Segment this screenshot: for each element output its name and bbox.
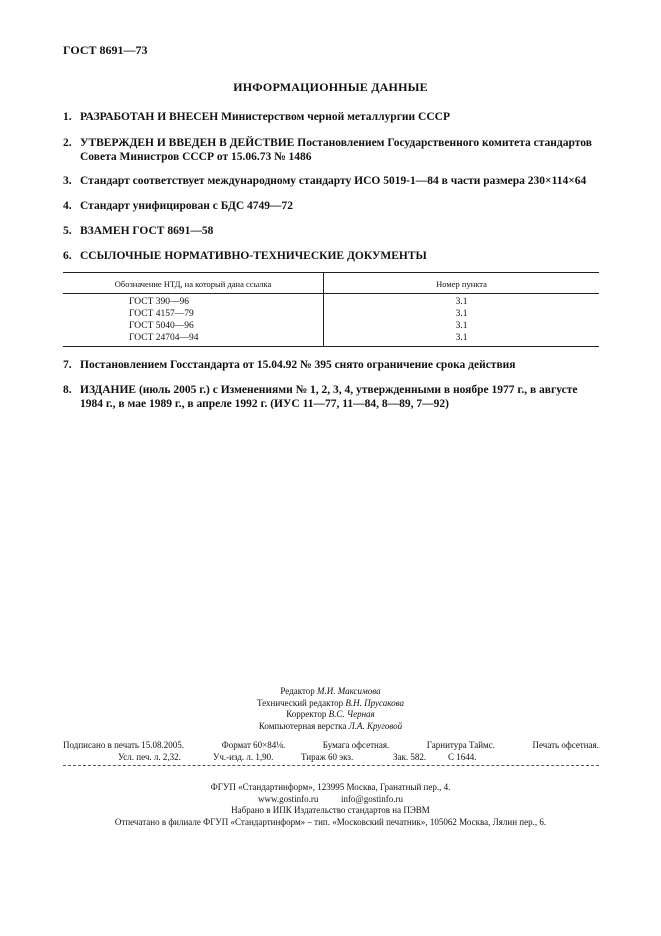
credit-name: Л.А. Круговой [348, 720, 403, 731]
table-cell-document: ГОСТ 390—96 [63, 294, 324, 310]
item-text: ССЫЛОЧНЫЕ НОРМАТИВНО-ТЕХНИЧЕСКИЕ ДОКУМЕНТЫ [80, 250, 427, 262]
credit-role: Корректор [286, 709, 327, 719]
credit-role: Редактор [280, 686, 315, 696]
publisher-email[interactable]: info@gostinfo.ru [340, 793, 403, 804]
print-imprint [63, 740, 599, 763]
item-text: УТВЕРЖДЕН И ВВЕДЕН В ДЕЙСТВИЕ Постановлением Государственного комитета стандартов [80, 137, 592, 149]
table-cell-clause: 3.1 [455, 321, 468, 331]
imprint-paper: Бумага офсетная. [322, 740, 390, 750]
imprint-format: Формат 60×84⅛. [221, 740, 286, 750]
item-number: 3. [63, 175, 72, 187]
document-code: ГОСТ 8691—73 [63, 43, 148, 57]
credit-name: М.И. Максимова [317, 686, 381, 696]
info-item-1 [63, 110, 608, 124]
credit-name: В.Н. Прусакова [345, 697, 405, 708]
table-cell-clause: 3.1 [455, 309, 468, 319]
item-text: ИЗДАНИЕ (июль 2005 г.) с Изменениями № 1, 2, 3, 4, утвержденными в ноябре 1977 г., в августе [80, 384, 578, 396]
credit-tech-editor [0, 698, 661, 710]
item-text: Стандарт соответствует международному стандарту ИСО 5019-1—84 в части размера 230×114×64 [80, 175, 587, 187]
item-text: РАЗРАБОТАН И ВНЕСЕН Министерством черной металлургии СССР [80, 111, 450, 123]
publisher-info [0, 782, 661, 828]
info-item-4 [63, 199, 608, 213]
item-text: Стандарт унифицирован с БДС 4749—72 [80, 200, 294, 212]
credit-role: Компьютерная верстка [258, 720, 347, 731]
divider [63, 765, 599, 766]
table-cell-clause: 3.1 [324, 333, 600, 347]
table-cell-document: ГОСТ 5040—96 [63, 321, 324, 333]
publisher-address: ФГУП «Стандартинформ», 123995 Москва, Гранатный пер., 4. [210, 782, 451, 792]
item-number: 4. [63, 200, 72, 212]
imprint-circulation: Тираж 60 экз. [301, 751, 354, 762]
table-header-row [63, 273, 599, 294]
info-item-7 [63, 358, 608, 372]
credit-proofreader [0, 709, 661, 721]
publisher-website[interactable]: www.gostinfo.ru [258, 793, 319, 804]
info-item-3 [63, 174, 608, 188]
item-text-continued: Совета Министров СССР от 15.06.73 № 1486 [80, 151, 312, 163]
imprint-row-2 [63, 752, 599, 764]
info-item-6 [63, 249, 608, 263]
reference-documents-table [63, 272, 599, 347]
info-item-8 [63, 383, 608, 411]
printed-note: Отпечатано в филиале ФГУП «Стандартинформ» – тип. «Московский печатник», 105062 Москва, Лялин пер., 6. [114, 816, 547, 827]
info-item-5 [63, 224, 608, 238]
page-title: ИНФОРМАЦИОННЫЕ ДАННЫЕ [233, 80, 428, 94]
imprint-print-sheets: Усл. печ. л. 2,32. [118, 751, 181, 762]
table-cell-document: ГОСТ 24704—94 [63, 333, 324, 347]
item-number: 8. [63, 384, 72, 396]
imprint-printing: Печать офсетная. [532, 740, 599, 750]
credit-name: В.С. Черная [328, 709, 375, 719]
publisher-contacts [0, 794, 661, 806]
item-number: 1. [63, 111, 72, 123]
column-header-clause: Номер пункта [324, 273, 600, 294]
item-number: 2. [63, 137, 72, 149]
credit-editor [0, 686, 661, 698]
item-text: ВЗАМЕН ГОСТ 8691—58 [80, 225, 214, 237]
item-number: 5. [63, 225, 72, 237]
item-text-continued: 1984 г., в мае 1989 г., в апреле 1992 г. (ИУС 11—77, 11—84, 8—89, 7—92) [80, 398, 449, 410]
imprint-code: С 1644. [448, 751, 477, 762]
imprint-typeface: Гарнитура Таймс. [426, 740, 495, 750]
editorial-credits [0, 686, 661, 732]
info-item-2 [63, 136, 608, 164]
item-number: 7. [63, 359, 72, 371]
table-cell-document: ГОСТ 4157—79 [63, 309, 324, 321]
credit-role: Технический редактор [256, 697, 344, 708]
imprint-row-1 [63, 740, 599, 752]
typeset-note: Набрано в ИПК Издательство стандартов на ПЭВМ [231, 805, 430, 815]
credit-layout [0, 721, 661, 733]
imprint-order: Зак. 582. [393, 751, 427, 762]
column-header-document: Обозначение НТД, на который дана ссылка [63, 273, 324, 294]
table-cell-clause: 3.1 [455, 297, 468, 307]
item-text: Постановлением Госстандарта от 15.04.92 № 395 снято ограничение срока действия [80, 359, 516, 371]
imprint-signed: Подписано в печать 15.08.2005. [63, 740, 185, 750]
imprint-edit-sheets: Уч.-изд. л. 1,90. [213, 751, 274, 762]
item-number: 6. [63, 250, 72, 262]
